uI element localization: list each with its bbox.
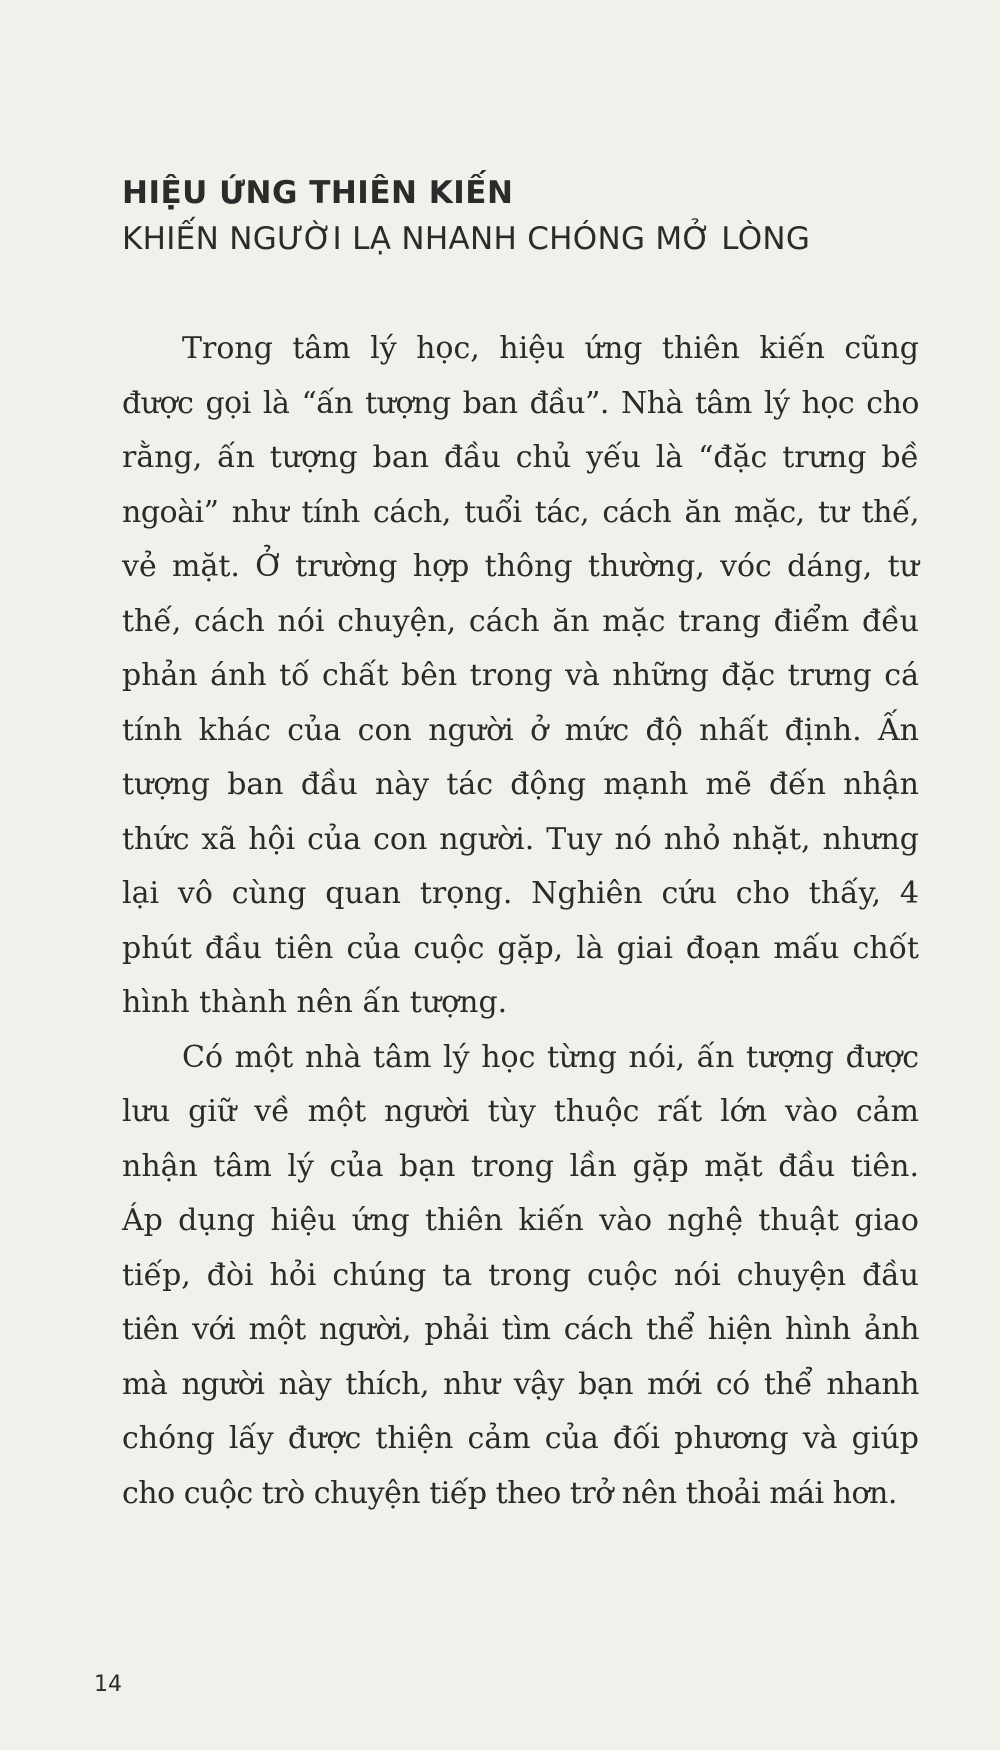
text-line: tiếp, đòi hỏi chúng ta trong cuộc nói chuyện đầu <box>122 1257 919 1293</box>
text-line: thức xã hội của con người. Tuy nó nhỏ nhặt, nhưng <box>122 821 919 857</box>
text-line: phút đầu tiên của cuộc gặp, là giai đoạn mấu chốt <box>122 930 919 966</box>
text-line: lưu giữ về một người tùy thuộc rất lớn vào cảm <box>122 1094 919 1129</box>
text-line: phản ánh tố chất bên trong và những đặc trưng cá <box>122 658 919 693</box>
body-text <box>122 322 919 1521</box>
heading-title: HIỆU ỨNG THIÊN KIẾN <box>122 175 514 211</box>
text-line: Áp dụng hiệu ứng thiên kiến vào nghệ thuật giao <box>122 1203 919 1238</box>
page-number: 14 <box>94 1672 122 1697</box>
paragraph-1 <box>122 322 919 1031</box>
paragraph-2 <box>122 1031 919 1522</box>
text-line: lại vô cùng quan trọng. Nghiên cứu cho thấy, 4 <box>122 876 919 911</box>
text-line: vẻ mặt. Ở trường hợp thông thường, vóc dáng, tư <box>122 549 919 584</box>
text-line: rằng, ấn tượng ban đầu chủ yếu là “đặc trưng bề <box>122 440 919 475</box>
text-line: Có một nhà tâm lý học từng nói, ấn tượng được <box>182 1039 919 1075</box>
text-line: cho cuộc trò chuyện tiếp theo trở nên thoải mái hơn. <box>122 1475 897 1511</box>
text-line: chóng lấy được thiện cảm của đối phương và giúp <box>122 1421 919 1456</box>
text-line: ngoài” như tính cách, tuổi tác, cách ăn mặc, tư thế, <box>122 494 919 530</box>
text-line: được gọi là “ấn tượng ban đầu”. Nhà tâm lý học cho <box>122 385 919 421</box>
text-line: Trong tâm lý học, hiệu ứng thiên kiến cũng <box>182 331 919 366</box>
text-line: tượng ban đầu này tác động mạnh mẽ đến nhận <box>122 767 919 802</box>
text-line: nhận tâm lý của bạn trong lần gặp mặt đầu tiên. <box>122 1148 919 1184</box>
text-line: tiên với một người, phải tìm cách thể hiện hình ảnh <box>122 1312 919 1347</box>
text-line: mà người này thích, như vậy bạn mới có thể nhanh <box>122 1366 919 1402</box>
section-heading <box>122 170 922 262</box>
text-line: tính khác của con người ở mức độ nhất định. Ấn <box>122 712 919 748</box>
text-line: hình thành nên ấn tượng. <box>122 985 508 1020</box>
heading-subtitle: KHIẾN NGƯỜI LẠ NHANH CHÓNG MỞ LÒNG <box>122 221 811 257</box>
text-line: thế, cách nói chuyện, cách ăn mặc trang điểm đều <box>122 603 919 639</box>
